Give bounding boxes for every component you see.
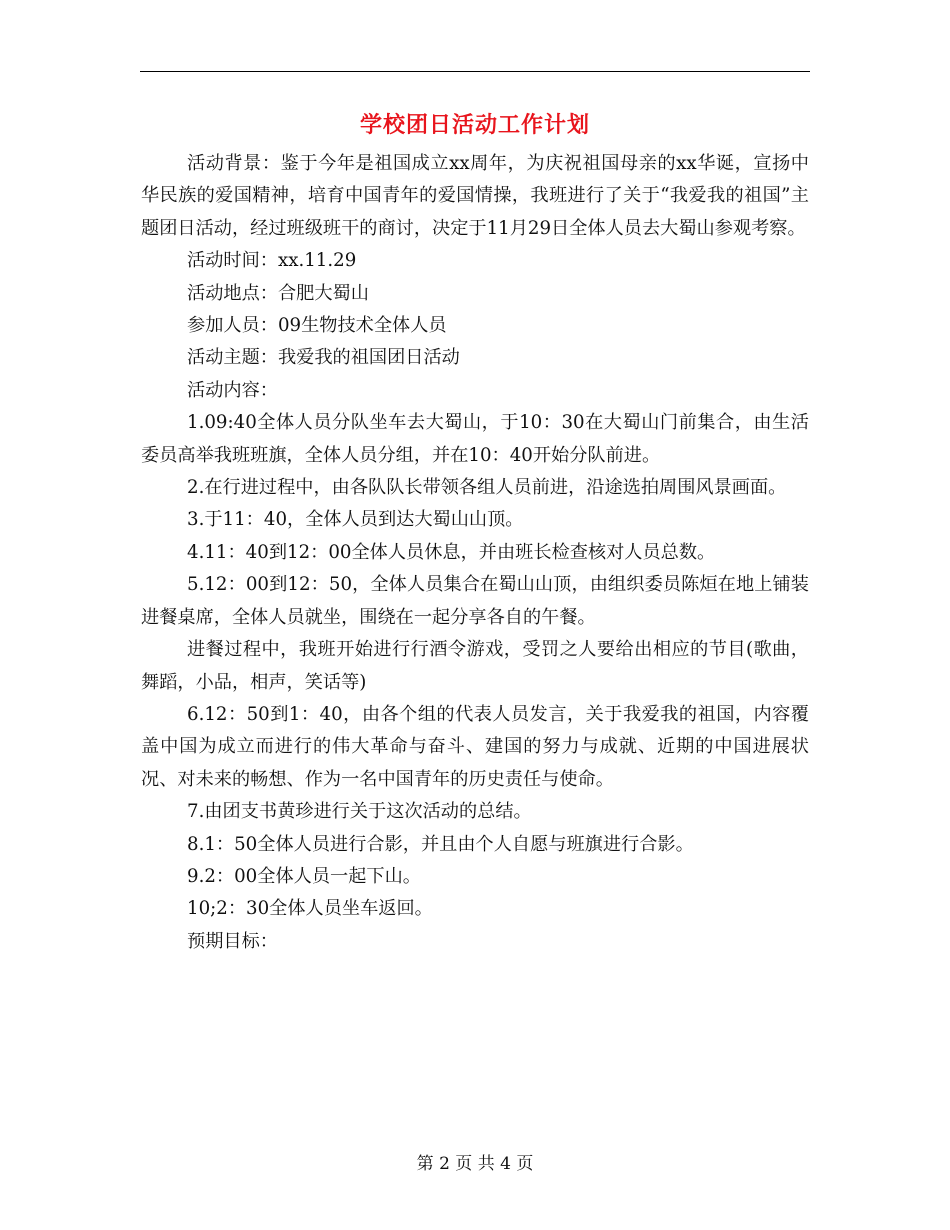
header-rule	[140, 71, 810, 72]
paragraph-participants: 参加人员：09生物技术全体人员	[187, 315, 447, 337]
paragraph-goals-heading: 预期目标：	[187, 930, 278, 952]
document-title: 学校团日活动工作计划	[359, 112, 590, 138]
paragraph-item-7: 7.由团支书黄珍进行关于这次活动的总结。	[187, 801, 532, 823]
paragraph-background: 活动背景：鉴于今年是祖国成立xx周年，为庆祝祖国母亲的xx华诞，宣扬中华民族的爱国精神，培育中国青年的爱国情操，我班进行了关于“我爱我的祖国”主题团日活动，经过班级班干的商讨，决定于11月29日全体人员去大蜀山参观考察。	[141, 153, 809, 239]
paragraph-meal-note: 进餐过程中，我班开始进行行酒令游戏，受罚之人要给出相应的节目(歌曲，舞蹈，小品，相声，笑话等)	[141, 639, 809, 693]
paragraph-item-2: 2.在行进过程中，由各队队长带领各组人员前进，沿途选拍周围风景画面。	[187, 477, 787, 499]
paragraph-theme: 活动主题：我爱我的祖国团日活动	[187, 347, 460, 369]
paragraph-time: 活动时间：xx.11.29	[187, 250, 357, 272]
paragraph-item-1: 1.09:40全体人员分队坐车去大蜀山，于10：30在大蜀山门前集合，由生活委员高举我班班旗，全体人员分组，并在10：40开始分队前进。	[141, 412, 809, 466]
document-body	[141, 148, 809, 958]
paragraph-item-4: 4.11：40到12：00全体人员休息，并由班长检查核对人员总数。	[187, 541, 716, 563]
paragraph-item-6: 6.12：50到1：40，由各个组的代表人员发言，关于我爱我的祖国，内容覆盖中国为成立而进行的伟大革命与奋斗、建国的努力与成就、近期的中国进展状况、对未来的畅想、作为一名中国青年的历史责任与使命。	[141, 703, 809, 790]
paragraph-item-9: 9.2：00全体人员一起下山。	[187, 865, 421, 887]
paragraph-item-8: 8.1：50全体人员进行合影，并且由个人自愿与班旗进行合影。	[187, 833, 694, 855]
paragraph-item-10: 10;2：30全体人员坐车返回。	[187, 898, 433, 920]
page-number-footer: 第 2 页 共 4 页	[416, 1154, 534, 1174]
paragraph-content-heading: 活动内容：	[187, 379, 278, 401]
paragraph-item-5: 5.12：00到12：50，全体人员集合在蜀山山顶，由组织委员陈烜在地上铺装进餐桌席，全体人员就坐，围绕在一起分享各自的午餐。	[141, 574, 809, 628]
paragraph-location: 活动地点：合肥大蜀山	[187, 282, 369, 304]
paragraph-item-3: 3.于11：40，全体人员到达大蜀山山顶。	[187, 509, 524, 531]
